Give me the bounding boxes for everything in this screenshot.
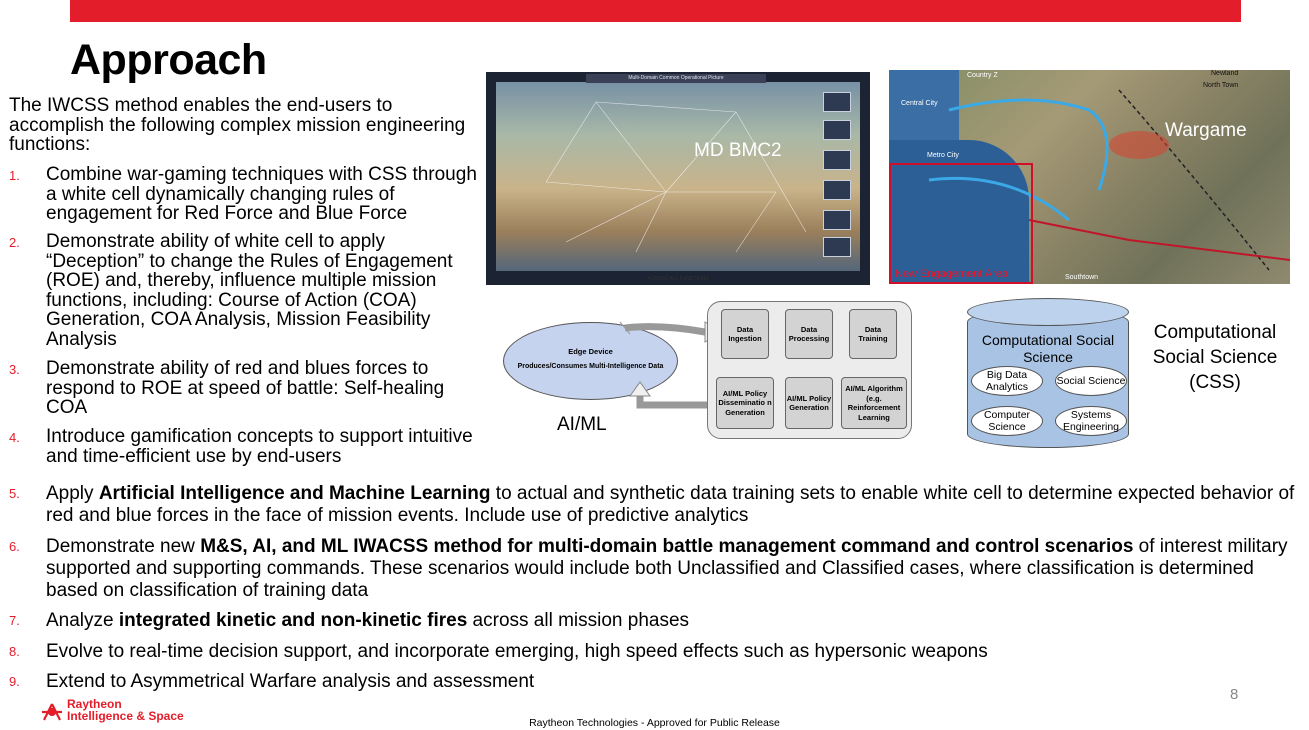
item-number: 6. [9, 539, 20, 554]
item-text-pre: Demonstrate new [46, 536, 201, 557]
policy-generation-box: AI/ML Policy Generation [785, 377, 833, 429]
data-training-box: Data Training [849, 309, 897, 359]
cylinder-top [967, 298, 1129, 326]
data-ingestion-box: Data Ingestion [721, 309, 769, 359]
css-label: Computational Social Science (CSS) [1152, 322, 1278, 393]
aiml-pipeline-panel [707, 301, 912, 439]
css-oval: Social Science [1055, 366, 1127, 396]
place-label: Central City [901, 100, 938, 107]
aiml-algorithm-box: AI/ML Algorithm (e.g. Reinforcement Learning [841, 377, 907, 429]
thumbnail [823, 237, 851, 257]
logo-line1: Raytheon [67, 697, 122, 711]
item-text: Introduce gamification concepts to support intuitive and time-efficient use by end-users [46, 426, 473, 467]
item-text-post: to actual and synthetic data training sets to enable white cell to determine expected behavior of red and blue forces in the face of mission events. Include use of predictive analytics [46, 483, 1295, 526]
item-text: Combine war-gaming techniques with CSS through a white cell dynamically changing rules of engagement for Red Force and Blue Force [46, 164, 477, 224]
logo-line2: Intelligence & Space [67, 709, 184, 723]
item-text: Demonstrate ability of white cell to apply “Deception” to change the Rules of Engagement (ROE) and, thereby, influence multiple mission functions, including: Course of Action (COA) Generation, COA Analysis, Mission Feasibility Analysis [46, 231, 453, 350]
edge-device-subtitle: Produces/Consumes Multi-Intelligence Data [517, 363, 664, 370]
place-label: North Town [1203, 82, 1239, 89]
item-text: Demonstrate ability of red and blues forces to respond to ROE at speed of battle: Self-healing COA [46, 358, 445, 418]
item-text-post: of interest military supported and supporting commands. These scenarios would include both Unclassified and Classified cases, where classification is determined based on classification of training data [46, 536, 1288, 601]
footer-text: Raytheon Technologies - Approved for Public Release [529, 717, 780, 729]
bmc2-image [486, 72, 870, 285]
data-processing-box: Data Processing [785, 309, 833, 359]
css-oval: Systems Engineering [1055, 406, 1127, 436]
bmc2-label: MD BMC2 [694, 140, 782, 161]
item-text-bold: integrated kinetic and non-kinetic fires [118, 610, 468, 631]
css-oval: Big Data Analytics [971, 366, 1043, 396]
place-label: Country Z [967, 72, 998, 79]
item-text-bold: Artificial Intelligence and Machine Learning [98, 483, 491, 504]
item-number: 5. [9, 486, 20, 501]
item-text-bold: M&S, AI, and ML IWACSS method for multi-domain battle management command and control scenarios [200, 536, 1134, 557]
item-number: 1. [9, 168, 20, 183]
policy-dissemination-box: AI/ML Policy Disseminatio n Generation [716, 377, 774, 429]
item-number: 3. [9, 362, 20, 377]
slide-title: Approach [70, 36, 267, 84]
top-red-bar [70, 0, 1241, 22]
thumbnail [823, 92, 851, 112]
engagement-area-box [889, 163, 1033, 284]
item-number: 4. [9, 430, 20, 445]
item-text-pre: Analyze [46, 610, 119, 631]
edge-device-title: Edge Device [568, 347, 613, 356]
thumbnail [823, 180, 851, 200]
place-label: Southtown [1065, 274, 1099, 281]
item-text: Evolve to real-time decision support, and incorporate emerging, high speed effects such as hypersonic weapons [46, 641, 988, 662]
bmc2-frame [486, 72, 870, 285]
item-number: 7. [9, 613, 20, 628]
thumbnail [823, 150, 851, 170]
item-number: 8. [9, 644, 20, 659]
thumbnail [823, 210, 851, 230]
wargame-label: Wargame [1165, 120, 1247, 141]
item-text-post: across all mission phases [467, 610, 690, 631]
item-text: Extend to Asymmetrical Warfare analysis and assessment [46, 671, 535, 692]
engagement-area-label: New Engagement Area [895, 268, 1009, 280]
item-number: 2. [9, 235, 20, 250]
wargame-map [889, 70, 1290, 284]
intro-text: The IWCSS method enables the end-users to accomplish the following complex mission engineering functions: [9, 95, 466, 155]
css-cylinder [965, 296, 1135, 456]
aiml-label: AI/ML [557, 414, 607, 435]
place-label: Metro City [927, 152, 959, 159]
thumbnail [823, 120, 851, 140]
place-label: Newland [1211, 70, 1239, 77]
css-oval: Computer Science [971, 406, 1043, 436]
item-text-pre: Apply [46, 483, 99, 504]
bmc2-bottom-axis: ACROSS ALL FUNCTIONS [647, 276, 709, 282]
item-number: 9. [9, 674, 20, 689]
bmc2-top-banner: Multi-Domain Common Operational Picture [586, 74, 766, 83]
page-number: 8 [1230, 686, 1239, 703]
cylinder-title: Computational Social Science [981, 332, 1115, 365]
